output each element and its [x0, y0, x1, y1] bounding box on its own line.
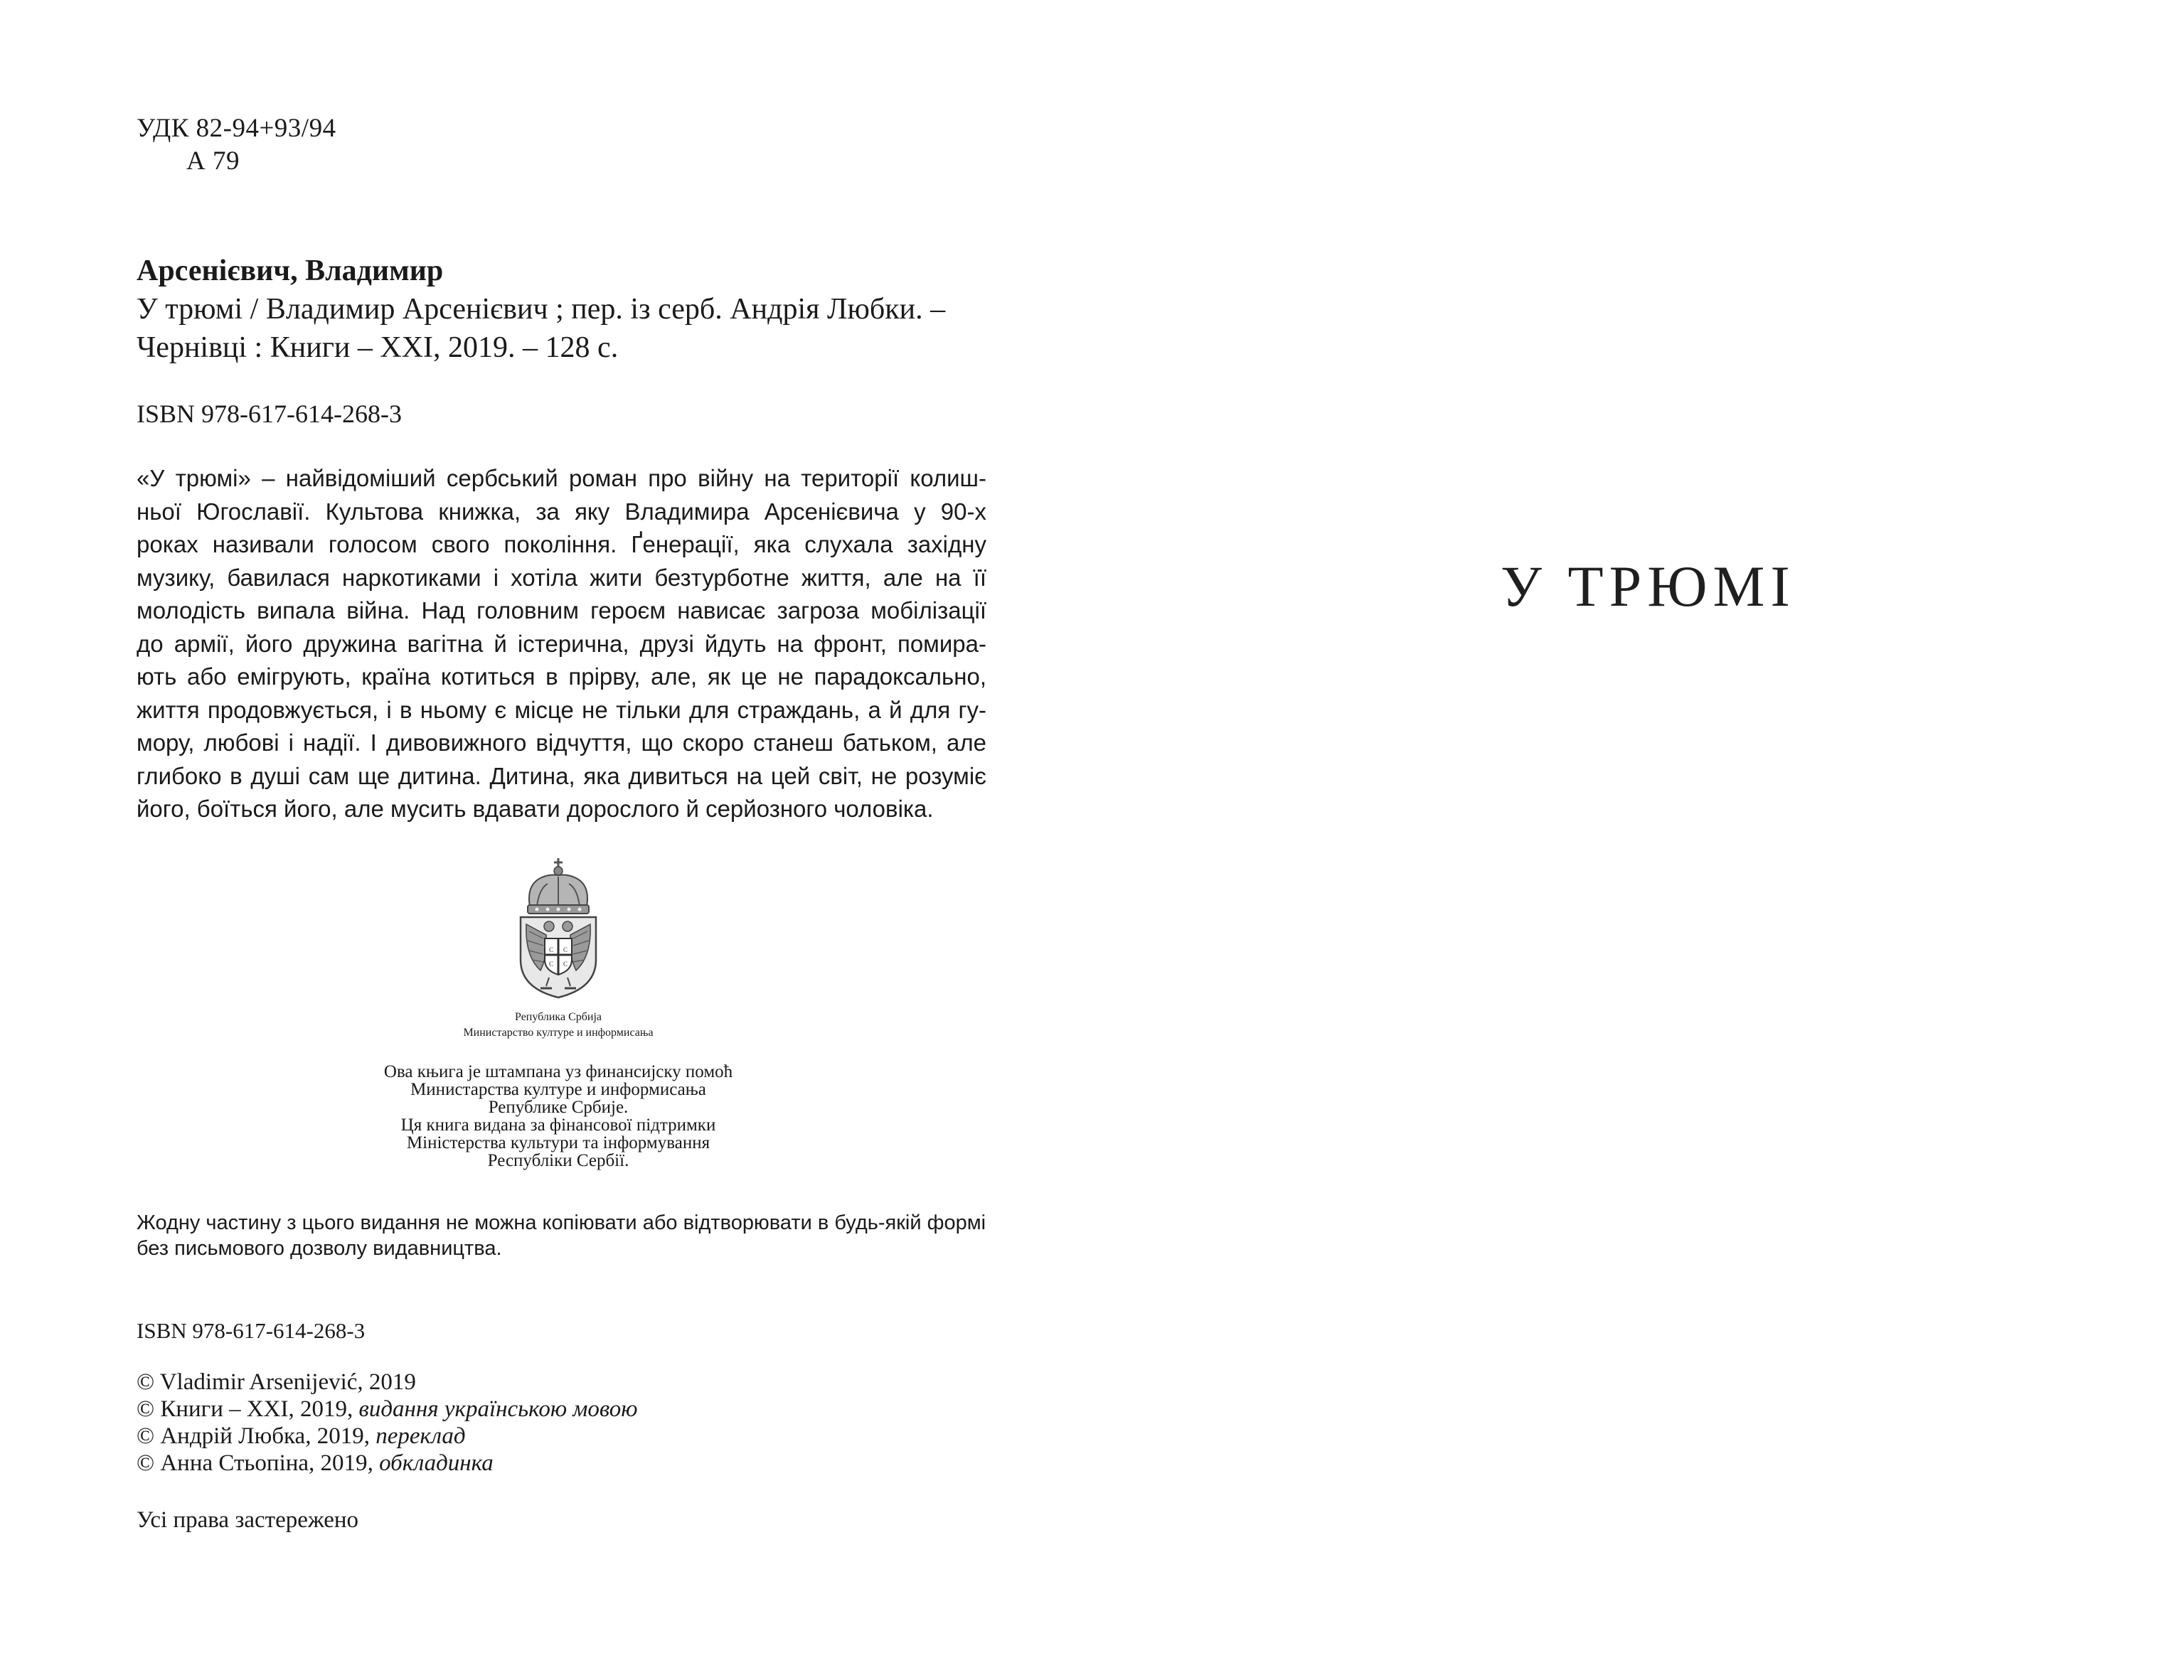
notice-line: без письмового дозволу видавництва. — [137, 1237, 502, 1260]
annotation-line: «У трюмі» – найвідоміший сербський роман про війну на території колиш- — [137, 465, 986, 491]
copyright-line: © Vladimir Arsenijević, 2019 — [137, 1369, 416, 1395]
biblio-line: Чернівці : Книги – ХХІ, 2019. – 128 с. — [137, 331, 619, 364]
svg-text:С: С — [548, 961, 554, 968]
biblio-line: У трюмі / Владимир Арсенієвич ; пер. із серб. Андрія Любки. – — [137, 293, 946, 326]
support-line: Републике Србије. — [488, 1098, 629, 1117]
support-line: Ова књига је штампана уз финансијску помоћ — [383, 1062, 733, 1081]
udk-code: УДК 82-94+93/94 — [137, 114, 336, 143]
copyright-line: © Андрій Любка, 2019, переклад — [137, 1423, 466, 1449]
reproduction-notice — [137, 1210, 1018, 1261]
annotation-line: глибоко в душі сам ще дитина. Дитина, яка дивиться на цей світ, не розуміє — [137, 762, 986, 789]
svg-text:С: С — [563, 961, 568, 968]
book-title: У ТРЮМІ — [1501, 554, 1796, 619]
annotation — [137, 462, 986, 826]
annotation-line: мору, любові і надії. І дивовижного відчуття, що скоро станеш батьком, але — [137, 729, 986, 756]
emblem-caption — [398, 1010, 718, 1041]
support-line: Міністерства культури та інформування — [406, 1133, 710, 1152]
support-line: Ця книга видана за фінансової підтримки — [400, 1115, 716, 1135]
copyright-list — [137, 1369, 638, 1477]
notice-line: Жодну частину з цього видання не можна копіювати або відтворювати в будь-якій формі — [137, 1211, 986, 1234]
serbia-coat-of-arms-icon — [512, 857, 604, 999]
emblem-caption-line: Министарство културе и информисања — [463, 1027, 654, 1039]
all-rights-reserved: Усі права застережено — [137, 1507, 359, 1533]
udk-classification — [137, 112, 336, 178]
annotation-line: роках називали голосом свого покоління. Ґенерації, яка слухала західну — [137, 531, 986, 557]
annotation-line: ньої Югославії. Культова книжка, за яку Владимира Арсенієвича у 90-х — [137, 498, 986, 525]
svg-text:С: С — [563, 946, 568, 953]
bibliographic-description — [137, 290, 1004, 367]
author-mark: А 79 — [186, 146, 240, 176]
copyright-line: © Книги – ХХІ, 2019, видання українською мовою — [137, 1396, 638, 1422]
annotation-line: ють або емігрують, країна котиться в прірву, але, як це не парадоксально, — [137, 663, 986, 690]
annotation-line: молодість випала війна. Над головним героєм нависає загроза мобілізації — [137, 597, 986, 624]
isbn-top: ISBN 978-617-614-268-3 — [137, 400, 402, 428]
support-line: Министарства културе и информисања — [410, 1080, 706, 1099]
support-line: Республіки Сербії. — [487, 1151, 629, 1170]
author-heading: Арсенієвич, Владимир — [137, 255, 444, 287]
title-page — [1092, 0, 2184, 1680]
annotation-line: музику, бавилася наркотиками і хотіла жити безтурботне життя, але на її — [137, 564, 986, 591]
annotation-line: його, боїться його, але мусить вдавати дорослого й серйозного чоловіка. — [137, 796, 934, 822]
annotation-line: до армії, його дружина вагітна й істерична, друзі йдуть на фронт, помира- — [137, 630, 986, 657]
isbn-bottom: ISBN 978-617-614-268-3 — [137, 1318, 366, 1343]
financial-support-note — [327, 1063, 789, 1170]
annotation-line: життя продовжується, і в ньому є місце не тільки для страждань, а й для гу- — [137, 696, 986, 723]
copyright-line: © Анна Стьопіна, 2019, обкладинка — [137, 1450, 494, 1476]
emblem-caption-line: Република Србија — [515, 1011, 602, 1023]
svg-text:С: С — [548, 946, 554, 953]
